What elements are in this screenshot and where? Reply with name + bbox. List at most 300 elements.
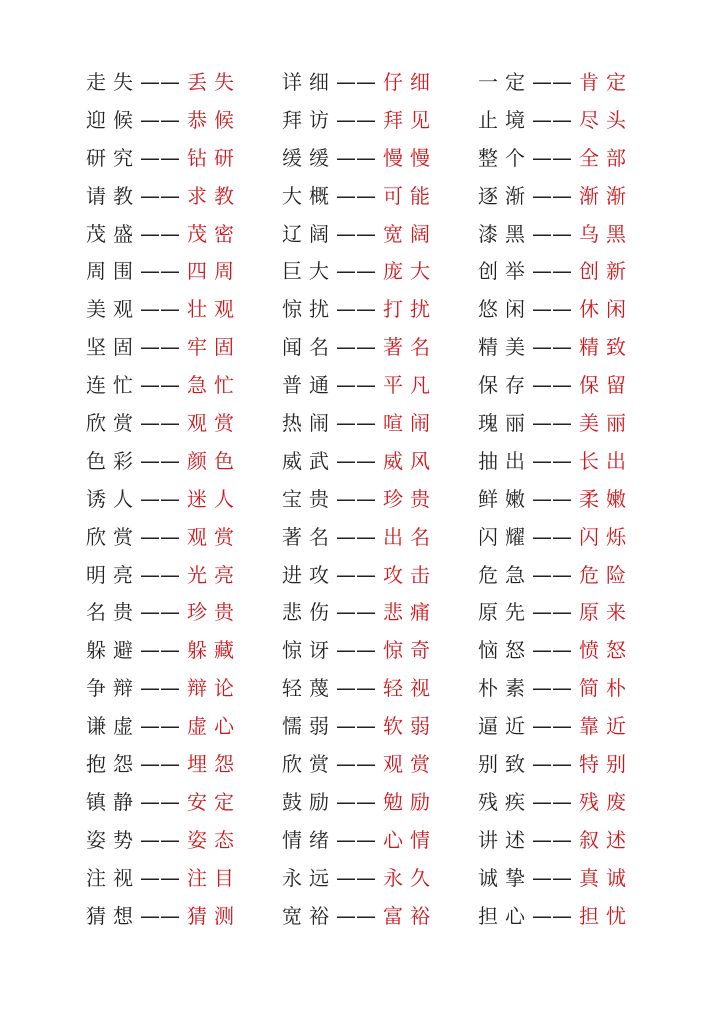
source-word: 诱人 — [86, 486, 140, 511]
synonym-pair — [478, 480, 674, 518]
synonym-pair — [478, 821, 674, 859]
dash-separator: —— — [140, 676, 180, 701]
dash-separator: —— — [336, 183, 376, 208]
synonym-word: 观赏 — [187, 410, 241, 435]
dash-separator: —— — [336, 827, 376, 852]
dash-separator: —— — [532, 373, 572, 398]
synonym-pair — [86, 139, 282, 177]
synonym-word: 危险 — [579, 562, 633, 587]
dash-separator: —— — [140, 865, 180, 890]
synonym-word: 轻视 — [383, 676, 437, 701]
source-word: 惊讶 — [282, 638, 336, 663]
synonym-pair — [478, 101, 674, 139]
source-word: 巨大 — [282, 259, 336, 284]
source-word: 逐渐 — [478, 183, 532, 208]
synonym-pair — [86, 783, 282, 821]
source-word: 详细 — [282, 69, 336, 94]
dash-separator: —— — [336, 69, 376, 94]
synonym-word: 观赏 — [383, 751, 437, 776]
source-word: 轻蔑 — [282, 676, 336, 701]
dash-separator: —— — [140, 259, 180, 284]
synonym-word: 威风 — [383, 448, 437, 473]
synonym-word: 愤怒 — [579, 638, 633, 663]
source-word: 永远 — [282, 865, 336, 890]
source-word: 迎候 — [86, 107, 140, 132]
synonym-pair — [282, 139, 478, 177]
synonym-pair — [282, 101, 478, 139]
dash-separator: —— — [532, 107, 572, 132]
synonym-pair — [282, 290, 478, 328]
source-word: 坚固 — [86, 335, 140, 360]
source-word: 抱怨 — [86, 751, 140, 776]
source-word: 担心 — [478, 903, 532, 928]
synonym-pair — [86, 177, 282, 215]
word-row — [86, 518, 674, 556]
synonym-word: 求教 — [187, 183, 241, 208]
dash-separator: —— — [532, 183, 572, 208]
dash-separator: —— — [336, 297, 376, 322]
dash-separator: —— — [336, 600, 376, 625]
dash-separator: —— — [336, 676, 376, 701]
synonym-word: 攻击 — [383, 562, 437, 587]
source-word: 讲述 — [478, 827, 532, 852]
synonym-pair — [478, 404, 674, 442]
dash-separator: —— — [532, 751, 572, 776]
word-row — [86, 366, 674, 404]
synonym-word: 担忧 — [579, 903, 633, 928]
synonym-word: 勉励 — [383, 789, 437, 814]
source-word: 普通 — [282, 373, 336, 398]
synonym-pair — [282, 480, 478, 518]
source-word: 美观 — [86, 297, 140, 322]
source-word: 茂盛 — [86, 221, 140, 246]
dash-separator: —— — [532, 638, 572, 663]
source-word: 辽阔 — [282, 221, 336, 246]
synonym-pair — [478, 556, 674, 594]
word-row — [86, 252, 674, 290]
source-word: 周围 — [86, 259, 140, 284]
dash-separator: —— — [532, 827, 572, 852]
source-word: 鼓励 — [282, 789, 336, 814]
synonym-pair — [478, 518, 674, 556]
synonym-pair — [282, 707, 478, 745]
source-word: 瑰丽 — [478, 410, 532, 435]
source-word: 欣赏 — [86, 410, 140, 435]
synonym-word: 闪烁 — [579, 524, 633, 549]
source-word: 闪耀 — [478, 524, 532, 549]
synonym-pair — [478, 442, 674, 480]
synonym-word: 平凡 — [383, 373, 437, 398]
synonym-pair — [282, 252, 478, 290]
dash-separator: —— — [140, 524, 180, 549]
synonym-pair — [86, 631, 282, 669]
synonym-pair — [86, 556, 282, 594]
dash-separator: —— — [532, 676, 572, 701]
synonym-pair — [478, 177, 674, 215]
synonym-pair — [282, 63, 478, 101]
synonym-word: 美丽 — [579, 410, 633, 435]
source-word: 争辩 — [86, 676, 140, 701]
dash-separator: —— — [140, 183, 180, 208]
synonym-word: 慢慢 — [383, 145, 437, 170]
source-word: 鲜嫩 — [478, 486, 532, 511]
synonym-word: 观赏 — [187, 524, 241, 549]
synonym-word: 急忙 — [187, 373, 241, 398]
word-row — [86, 859, 674, 897]
synonym-pair — [86, 442, 282, 480]
dash-separator: —— — [336, 335, 376, 360]
source-word: 威武 — [282, 448, 336, 473]
source-word: 别致 — [478, 751, 532, 776]
source-word: 保存 — [478, 373, 532, 398]
synonym-word: 心情 — [383, 827, 437, 852]
synonym-word: 宽阔 — [383, 221, 437, 246]
word-row — [86, 707, 674, 745]
synonym-pair — [478, 215, 674, 253]
synonym-pair — [282, 593, 478, 631]
synonym-pair — [86, 366, 282, 404]
synonym-word: 渐渐 — [579, 183, 633, 208]
source-word: 著名 — [282, 524, 336, 549]
source-word: 躲避 — [86, 638, 140, 663]
synonym-word: 悲痛 — [383, 600, 437, 625]
source-word: 止境 — [478, 107, 532, 132]
synonym-word: 永久 — [383, 865, 437, 890]
synonym-pair — [478, 859, 674, 897]
dash-separator: —— — [140, 410, 180, 435]
dash-separator: —— — [336, 714, 376, 739]
dash-separator: —— — [532, 562, 572, 587]
synonym-pair — [282, 442, 478, 480]
dash-separator: —— — [140, 448, 180, 473]
dash-separator: —— — [140, 789, 180, 814]
source-word: 欣赏 — [86, 524, 140, 549]
synonym-word: 四周 — [187, 259, 241, 284]
word-row — [86, 631, 674, 669]
synonym-pair — [86, 63, 282, 101]
source-word: 姿势 — [86, 827, 140, 852]
dash-separator: —— — [532, 714, 572, 739]
synonym-word: 出名 — [383, 524, 437, 549]
synonym-word: 丢失 — [187, 69, 241, 94]
source-word: 惊扰 — [282, 297, 336, 322]
source-word: 朴素 — [478, 676, 532, 701]
synonym-word: 珍贵 — [383, 486, 437, 511]
synonym-word: 注目 — [187, 865, 241, 890]
synonym-pair — [86, 215, 282, 253]
dash-separator: —— — [140, 562, 180, 587]
dash-separator: —— — [532, 145, 572, 170]
synonym-pair — [282, 783, 478, 821]
source-word: 色彩 — [86, 448, 140, 473]
dash-separator: —— — [532, 865, 572, 890]
source-word: 危急 — [478, 562, 532, 587]
dash-separator: —— — [336, 524, 376, 549]
synonym-word: 休闲 — [579, 297, 633, 322]
synonym-pair — [478, 139, 674, 177]
synonym-word: 叙述 — [579, 827, 633, 852]
dash-separator: —— — [336, 486, 376, 511]
dash-separator: —— — [140, 335, 180, 360]
dash-separator: —— — [336, 865, 376, 890]
source-word: 研究 — [86, 145, 140, 170]
synonym-word: 简朴 — [579, 676, 633, 701]
synonym-pair — [86, 328, 282, 366]
dash-separator: —— — [140, 903, 180, 928]
dash-separator: —— — [532, 221, 572, 246]
synonym-word: 肯定 — [579, 69, 633, 94]
source-word: 悠闲 — [478, 297, 532, 322]
dash-separator: —— — [532, 410, 572, 435]
word-row — [86, 745, 674, 783]
synonym-word: 原来 — [579, 600, 633, 625]
dash-separator: —— — [336, 448, 376, 473]
dash-separator: —— — [336, 638, 376, 663]
source-word: 大概 — [282, 183, 336, 208]
source-word: 明亮 — [86, 562, 140, 587]
synonym-word: 长出 — [579, 448, 633, 473]
word-row — [86, 215, 674, 253]
synonym-word: 仔细 — [383, 69, 437, 94]
source-word: 请教 — [86, 183, 140, 208]
synonym-pair — [478, 63, 674, 101]
dash-separator: —— — [532, 335, 572, 360]
synonym-word: 茂密 — [187, 221, 241, 246]
synonym-word: 猜测 — [187, 903, 241, 928]
synonym-pair — [282, 366, 478, 404]
synonym-word: 庞大 — [383, 259, 437, 284]
word-row — [86, 177, 674, 215]
synonym-pair — [478, 707, 674, 745]
synonym-word: 辩论 — [187, 676, 241, 701]
synonym-word: 钻研 — [187, 145, 241, 170]
synonym-word: 迷人 — [187, 486, 241, 511]
dash-separator: —— — [140, 638, 180, 663]
synonym-pair — [86, 859, 282, 897]
word-row — [86, 63, 674, 101]
word-row — [86, 821, 674, 859]
synonym-pair — [282, 556, 478, 594]
synonym-word: 安定 — [187, 789, 241, 814]
dash-separator: —— — [140, 221, 180, 246]
source-word: 漆黑 — [478, 221, 532, 246]
synonym-word: 珍贵 — [187, 600, 241, 625]
dash-separator: —— — [140, 751, 180, 776]
synonym-pair — [86, 897, 282, 935]
dash-separator: —— — [532, 259, 572, 284]
source-word: 走失 — [86, 69, 140, 94]
word-row — [86, 101, 674, 139]
word-row — [86, 290, 674, 328]
synonym-word: 惊奇 — [383, 638, 437, 663]
source-word: 情绪 — [282, 827, 336, 852]
synonym-word: 埋怨 — [187, 751, 241, 776]
synonym-pair — [282, 177, 478, 215]
synonym-word: 残废 — [579, 789, 633, 814]
source-word: 拜访 — [282, 107, 336, 132]
word-row — [86, 897, 674, 935]
source-word: 热闹 — [282, 410, 336, 435]
synonym-word: 软弱 — [383, 714, 437, 739]
synonym-pair — [282, 859, 478, 897]
synonym-pair — [478, 669, 674, 707]
word-row — [86, 328, 674, 366]
word-row — [86, 480, 674, 518]
synonym-word: 虚心 — [187, 714, 241, 739]
synonym-word: 精致 — [579, 335, 633, 360]
dash-separator: —— — [140, 827, 180, 852]
synonym-pair — [86, 518, 282, 556]
synonym-pair — [478, 252, 674, 290]
synonym-word: 可能 — [383, 183, 437, 208]
synonym-word: 恭候 — [187, 107, 241, 132]
dash-separator: —— — [140, 714, 180, 739]
synonym-pair — [478, 366, 674, 404]
word-row — [86, 139, 674, 177]
synonym-pair — [478, 328, 674, 366]
source-word: 懦弱 — [282, 714, 336, 739]
word-row — [86, 442, 674, 480]
synonym-word: 姿态 — [187, 827, 241, 852]
dash-separator: —— — [140, 297, 180, 322]
synonym-pair — [86, 669, 282, 707]
source-word: 宝贵 — [282, 486, 336, 511]
word-row — [86, 556, 674, 594]
dash-separator: —— — [336, 373, 376, 398]
word-row — [86, 404, 674, 442]
dash-separator: —— — [336, 107, 376, 132]
dash-separator: —— — [336, 562, 376, 587]
synonym-word: 喧闹 — [383, 410, 437, 435]
source-word: 逼近 — [478, 714, 532, 739]
word-row — [86, 593, 674, 631]
dash-separator: —— — [336, 903, 376, 928]
synonym-word: 牢固 — [187, 335, 241, 360]
source-word: 谦虚 — [86, 714, 140, 739]
dash-separator: —— — [336, 221, 376, 246]
synonym-pair — [86, 707, 282, 745]
source-word: 恼怒 — [478, 638, 532, 663]
source-word: 镇静 — [86, 789, 140, 814]
source-word: 进攻 — [282, 562, 336, 587]
synonym-pair — [282, 215, 478, 253]
synonym-pair — [86, 252, 282, 290]
synonym-pair — [282, 821, 478, 859]
synonym-pair — [282, 631, 478, 669]
dash-separator: —— — [140, 107, 180, 132]
synonym-pair — [86, 745, 282, 783]
synonym-word: 打扰 — [383, 297, 437, 322]
source-word: 名贵 — [86, 600, 140, 625]
source-word: 诚挚 — [478, 865, 532, 890]
synonym-pair — [282, 328, 478, 366]
dash-separator: —— — [532, 903, 572, 928]
source-word: 欣赏 — [282, 751, 336, 776]
synonym-word: 颜色 — [187, 448, 241, 473]
dash-separator: —— — [532, 600, 572, 625]
synonym-word: 躲藏 — [187, 638, 241, 663]
synonym-pair — [86, 480, 282, 518]
synonym-word: 富裕 — [383, 903, 437, 928]
synonym-word: 拜见 — [383, 107, 437, 132]
synonym-word: 柔嫩 — [579, 486, 633, 511]
source-word: 整个 — [478, 145, 532, 170]
synonym-word: 著名 — [383, 335, 437, 360]
dash-separator: —— — [336, 751, 376, 776]
synonym-word: 保留 — [579, 373, 633, 398]
synonym-word: 乌黑 — [579, 221, 633, 246]
dash-separator: —— — [140, 600, 180, 625]
synonym-word: 尽头 — [579, 107, 633, 132]
synonym-word: 真诚 — [579, 865, 633, 890]
source-word: 注视 — [86, 865, 140, 890]
synonym-pair — [86, 821, 282, 859]
synonym-pair — [478, 631, 674, 669]
dash-separator: —— — [532, 524, 572, 549]
synonym-word: 靠近 — [579, 714, 633, 739]
synonym-pair — [478, 290, 674, 328]
source-word: 原先 — [478, 600, 532, 625]
source-word: 一定 — [478, 69, 532, 94]
dash-separator: —— — [140, 145, 180, 170]
synonym-pair — [86, 593, 282, 631]
synonym-pair — [282, 669, 478, 707]
dash-separator: —— — [532, 448, 572, 473]
dash-separator: —— — [532, 789, 572, 814]
synonym-word: 光亮 — [187, 562, 241, 587]
source-word: 残疾 — [478, 789, 532, 814]
dash-separator: —— — [336, 410, 376, 435]
synonym-pair — [282, 404, 478, 442]
source-word: 缓缓 — [282, 145, 336, 170]
dash-separator: —— — [140, 69, 180, 94]
dash-separator: —— — [336, 789, 376, 814]
synonym-pair — [86, 101, 282, 139]
source-word: 闻名 — [282, 335, 336, 360]
dash-separator: —— — [532, 297, 572, 322]
source-word: 创举 — [478, 259, 532, 284]
synonym-pair — [478, 745, 674, 783]
dash-separator: —— — [532, 486, 572, 511]
dash-separator: —— — [336, 259, 376, 284]
source-word: 宽裕 — [282, 903, 336, 928]
synonym-pair — [478, 593, 674, 631]
synonym-pair — [86, 290, 282, 328]
synonym-pair — [478, 897, 674, 935]
dash-separator: —— — [532, 69, 572, 94]
dash-separator: —— — [140, 373, 180, 398]
dash-separator: —— — [336, 145, 376, 170]
synonym-word: 壮观 — [187, 297, 241, 322]
source-word: 抽出 — [478, 448, 532, 473]
synonym-word-list — [86, 63, 674, 934]
source-word: 精美 — [478, 335, 532, 360]
source-word: 猜想 — [86, 903, 140, 928]
dash-separator: —— — [140, 486, 180, 511]
source-word: 连忙 — [86, 373, 140, 398]
synonym-pair — [282, 897, 478, 935]
synonym-pair — [478, 783, 674, 821]
synonym-word: 全部 — [579, 145, 633, 170]
synonym-pair — [282, 518, 478, 556]
source-word: 悲伤 — [282, 600, 336, 625]
synonym-word: 特别 — [579, 751, 633, 776]
synonym-pair — [86, 404, 282, 442]
word-row — [86, 669, 674, 707]
synonym-pair — [282, 745, 478, 783]
word-row — [86, 783, 674, 821]
synonym-word: 创新 — [579, 259, 633, 284]
